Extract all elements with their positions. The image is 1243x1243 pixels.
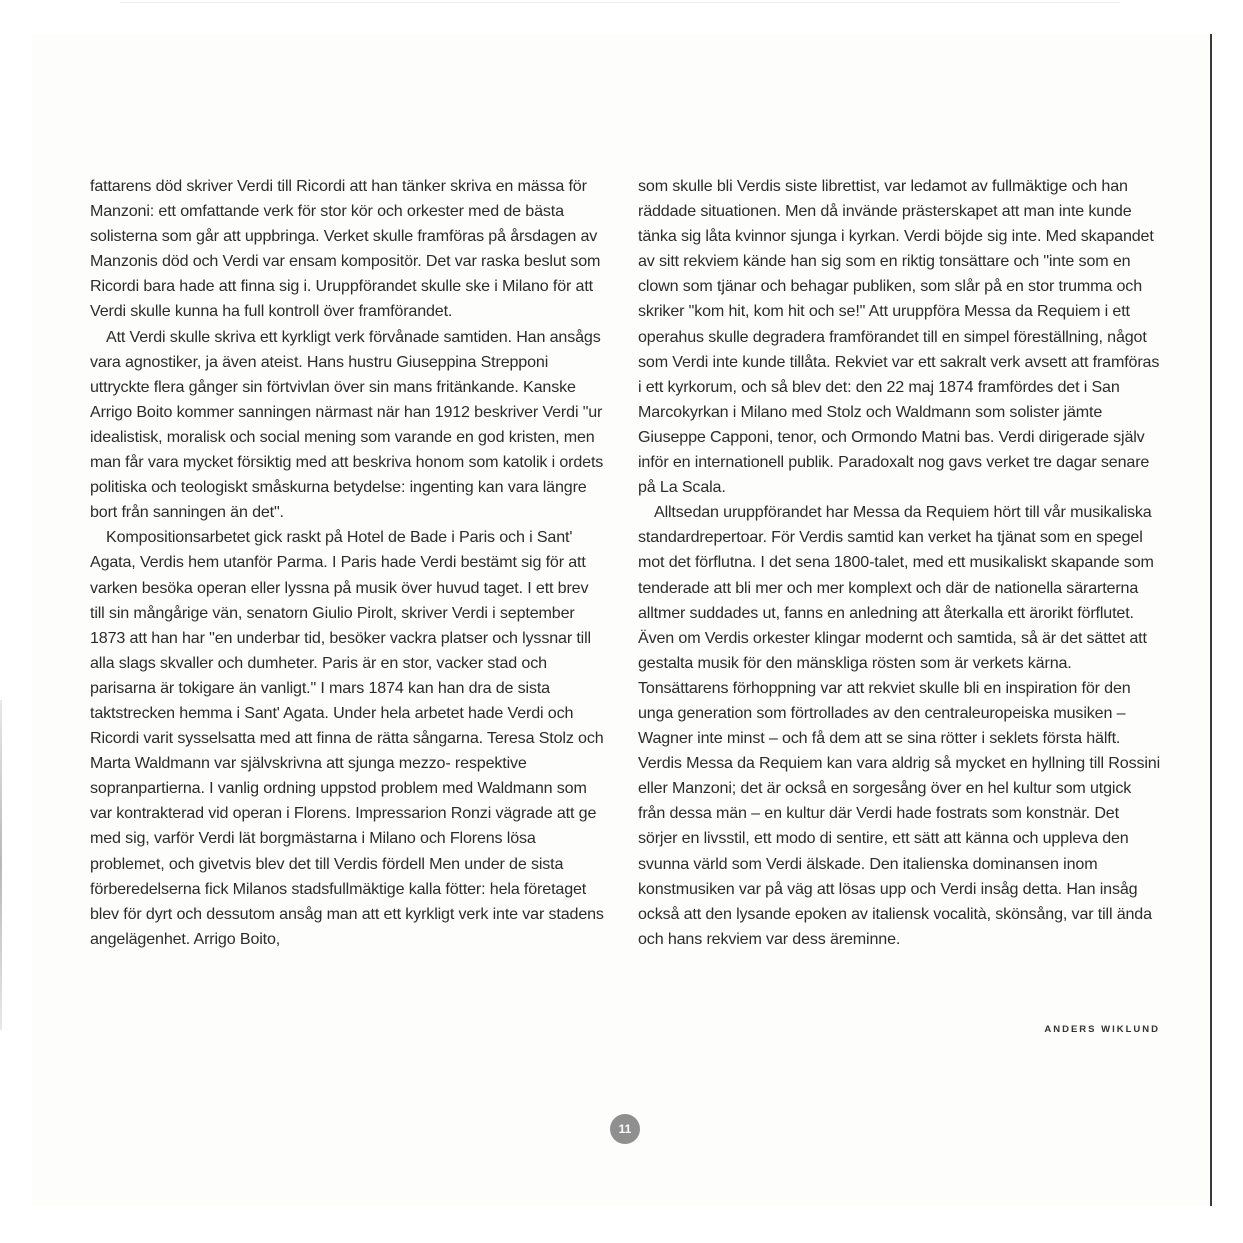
booklet-page (32, 34, 1212, 1206)
paragraph: Alltsedan uruppförandet har Messa da Requiem hört till vår musikaliska standardrepertoar. För Verdis samtid kan verket ha tjänat som en spegel mot det förflutna. I det sena 1800-talet, med ett musikaliskt skapande som tenderade att bli mer och mer komplext och där de nationella särarterna alltmer suddades ut, fanns en anledning att återkalla ett ärorikt förflutet. Även om Verdis orkester klingar modernt och samtida, så är det sättet att gestalta musik för den mänskliga rösten som är verkets kärna. Tonsättarens förhoppning var att rekviet skulle bli en inspiration för den unga generation som förtrollades av den centraleuropeiska musiken – Wagner inte minst – och få dem att se sina rötter i seklets första hälft. Verdis Messa da Requiem kan vara aldrig så mycket en hyllning till Rossini eller Manzoni; det är också en sorgesång över en hel kultur som utgick från dessa män – en kultur där Verdi hade fostrats som konstnär. Det sörjer en livsstil, ett modo di sentire, ett sätt att känna och uppleva den svunna värld som Verdi älskade. Den italienska dominansen inom konstmusiken var på väg att lösas upp och Verdi insåg detta. Han insåg också att den lysande epoken av italiensk vocalità, skönsång, var till ända och hans rekviem var dess äreminne. (638, 503, 1161, 948)
author-signature: ANDERS WIKLUND (1044, 1024, 1160, 1035)
paragraph: fattarens död skriver Verdi till Ricordi att han tänker skriva en mässa för Manzoni: ett omfattande verk för stor kör och orkester med de bästa solisterna som går att uppbringa. Verket skulle framföras på årsdagen av Manzonis död och Verdi var ensam kompositör. Det var raska beslut som Ricordi bara hade att finna sig i. Uruppförandet skulle ske i Milano för att Verdi skulle kunna ha full kontroll över framförandet. (90, 177, 601, 321)
page-number-badge: 11 (610, 1114, 640, 1144)
paragraph: som skulle bli Verdis siste librettist, var ledamot av fullmäktige och han räddade situationen. Men då invände prästerskapet att man inte kunde tänka sig låta kvinnor sjunga i kyrkan. Verdi böjde sig inte. Med skapandet av sitt rekviem kände han sig som en riktig tonsättare och "inte som en clown som tjänar och behagar publiken, som slår på en stor trumma och skriker "kom hit, kom hit och se!" Att uruppföra Messa da Requiem i ett operahus skulle degradera framförandet till en simpel föreställning, något som Verdi inte kunde tillåta. Rekviet var ett sakralt verk avsett att framföras i ett kyrkorum, och så blev det: den 22 maj 1874 framfördes det i San Marcokyrkan i Milano med Stolz och Waldmann som solister jämte Giuseppe Capponi, tenor, och Ormondo Matni bas. Verdi dirigerade själv inför en internationell publik. Paradoxalt nog gavs verket tre dagar senare på La Scala. (638, 177, 1160, 497)
scan-edge-left (0, 700, 2, 1030)
scan-edge-top (120, 2, 1120, 3)
right-text-column (638, 174, 1162, 952)
paragraph: Att Verdi skulle skriva ett kyrkligt verk förvånade samtiden. Han ansågs vara agnostiker, ja även ateist. Hans hustru Giuseppina Strepponi uttryckte flera gånger sin förtvivlan över sin mans fritänkande. Kanske Arrigo Boito kommer sanningen närmast när han 1912 beskriver Verdi "ur idealistisk, moralisk och social mening som varande en god kristen, men man får vara mycket försiktig med att beskriva honom som katolik i ordets politiska och teologiskt småskurna betydelse: ingenting kan vara längre bort från sanningen än det". (90, 327, 604, 522)
paragraph: Kompositionsarbetet gick raskt på Hotel de Bade i Paris och i Sant' Agata, Verdis hem utanför Parma. I Paris hade Verdi bestämt sig för att varken besöka operan eller lyssna på musik över huvud taget. I ett brev till sin mångårige vän, senatorn Giulio Pirolt, skriver Verdi i september 1873 att han har "en underbar tid, besöker vackra platser och lyssnar till alla slags skvaller och dumheter. Paris är en stor, vacker stad och parisarna är tokigare än vanligt." I mars 1874 kan han dra de sista taktstrecken hemma i Sant' Agata. Under hela arbetet hade Verdi och Ricordi varit sysselsatta med att finna de rätta sångarna. Teresa Stolz och Marta Waldmann var självskrivna att sjunga mezzo- respektive sopranpartierna. I vanlig ordning uppstod problem med Waldmann som var kontrakterad vid operan i Florens. Impressarion Ronzi vägrade att ge med sig, varför Verdi lät borgmästarna i Milano och Florens lösa problemet, och givetvis blev det till Verdis fördell Men under de sista förberedelserna fick Milanos stadsfullmäktige kalla fötter: hela företaget blev för dyrt och dessutom ansåg man att ett kyrkligt verk inte var stadens angelägenhet. Arrigo Boito, (90, 528, 604, 948)
left-text-column (90, 174, 606, 952)
